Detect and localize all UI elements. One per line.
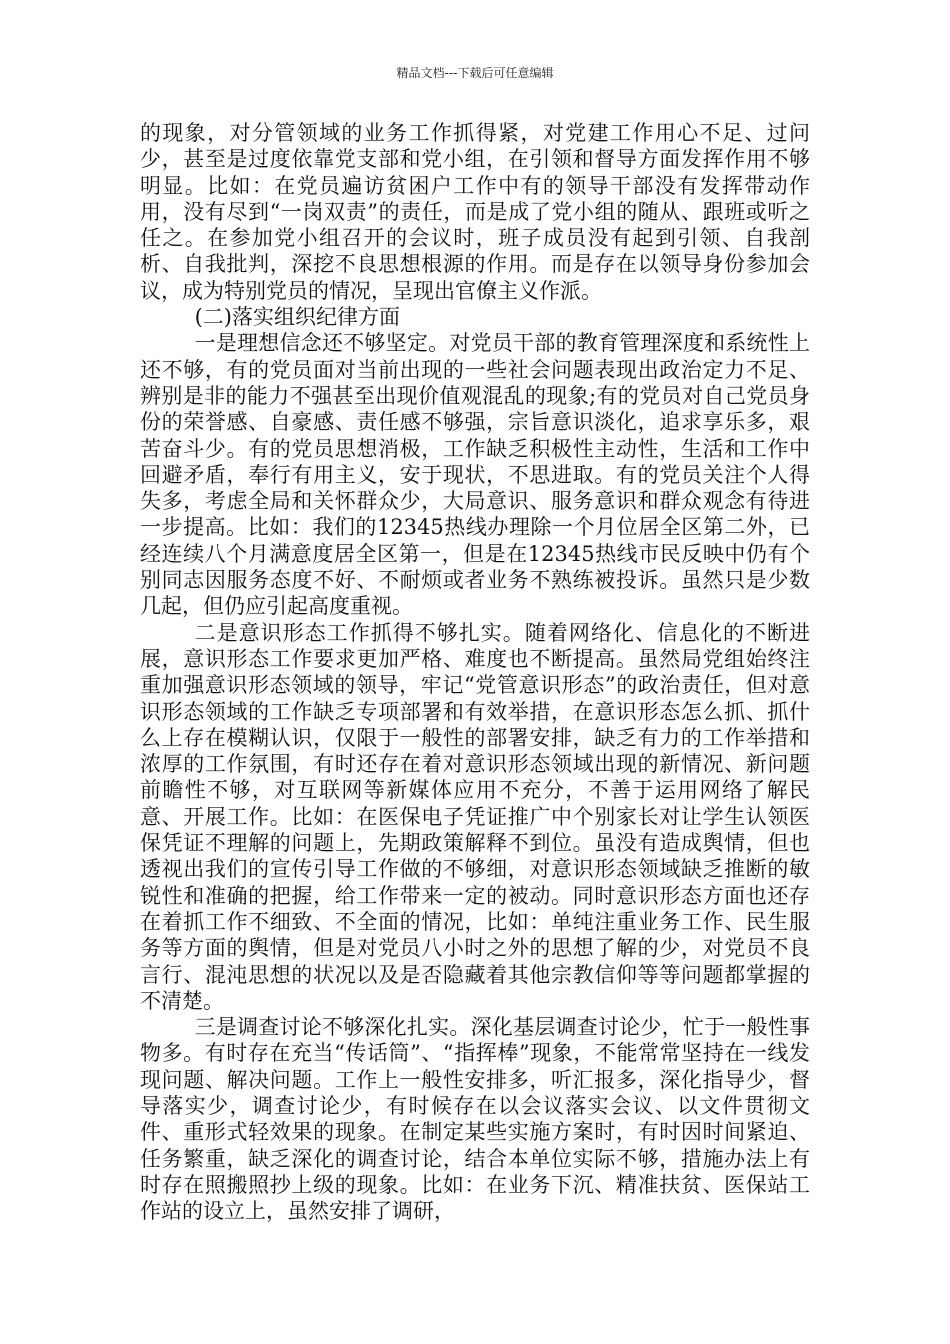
section-heading: (二)落实组织纪律方面: [194, 305, 400, 330]
paragraph-continued: 的现象，对分管领域的业务工作抓得紧，对党建工作用心不足、过问少，甚至是过度依靠党支部和党小组，在引领和督导方面发挥作用不够明显。比如：在党员遍访贫困户工作中有的领导干部没有发挥带动作用，没有尽到“一岗双责”的责任，而是成了党小组的随从、跟班或听之任之。在参加党小组召开的会议时，班子成员没有起到引领、自我剖析、自我批判，深挖不良思想根源的作用。而是存在以领导身份参加会议，成为特别党员的情况，呈现出官僚主义作派。: [140, 121, 810, 303]
paragraph-point-one: 一是理想信念还不够坚定。对党员干部的教育管理深度和系统性上还不够，有的党员面对当前出现的一些社会问题表现出政治定力不足、辨别是非的能力不强甚至出现价值观混乱的现象;有的党员对自己党员身份的荣誉感、自豪感、责任感不够强，宗旨意识淡化，追求享乐多，艰苦奋斗少。有的党员思想消极，工作缺乏积极性主动性，生活和工作中回避矛盾，奉行有用主义，安于现状，不思进取。有的党员关注个人得失多，考虑全局和关怀群众少，大局意识、服务意识和群众观念有待进一步提高。比如：我们的12345热线办理除一个月位居全区第二外，已经连续八个月满意度居全区第一，但是在12345热线市民反映中仍有个别同志因服务态度不好、不耐烦或者业务不熟练被投诉。虽然只是少数几起，但仍应引起高度重视。: [140, 331, 810, 619]
document-body: [140, 120, 810, 1224]
paragraph-point-two: 二是意识形态工作抓得不够扎实。随着网络化、信息化的不断进展，意识形态工作要求更加严格、难度也不断提高。虽然局党组始终注重加强意识形态领域的领导，牢记“党管意识形态”的政治责任，但对意识形态领域的工作缺乏专项部署和有效举措，在意识形态怎么抓、抓什么上存在模糊认识，仅限于一般性的部署安排，缺乏有力的工作举措和浓厚的工作氛围，有时还存在着对意识形态领域出现的新情况、新问题前瞻性不够，对互联网等新媒体应用不充分，不善于运用网络了解民意、开展工作。比如：在医保电子凭证推广中个别家长对让学生认领医保凭证不理解的问题上，先期政策解释不到位。虽没有造成舆情，但也透视出我们的宣传引导工作做的不够细，对意识形态领域缺乏推断的敏锐性和准确的把握，给工作带来一定的被动。同时意识形态方面也还存在着抓工作不细致、不全面的情况，比如：单纯注重业务工作、民生服务等方面的舆情，但是对党员八小时之外的思想了解的少，对党员不良言行、混沌思想的状况以及是否隐藏着其他宗教信仰等等问题都掌握的不清楚。: [140, 620, 810, 1013]
page-header: 精品文档---下载后可任意编辑: [396, 66, 554, 80]
paragraph-point-three: 三是调查讨论不够深化扎实。深化基层调查讨论少，忙于一般性事物多。有时存在充当“传话筒”、“指挥棒”现象，不能常常坚持在一线发现问题、解决问题。工作上一般性安排多，听汇报多，深化指导少，督导落实少，调查讨论少，有时候存在以会议落实会议、以文件贯彻文件、重形式轻效果的现象。在制定某些实施方案时，有时因时间紧迫、任务繁重，缺乏深化的调查讨论，结合本单位实际不够，措施办法上有时存在照搬照抄上级的现象。比如：在业务下沉、精准扶贫、医保站工作站的设立上，虽然安排了调研，: [140, 1015, 810, 1224]
